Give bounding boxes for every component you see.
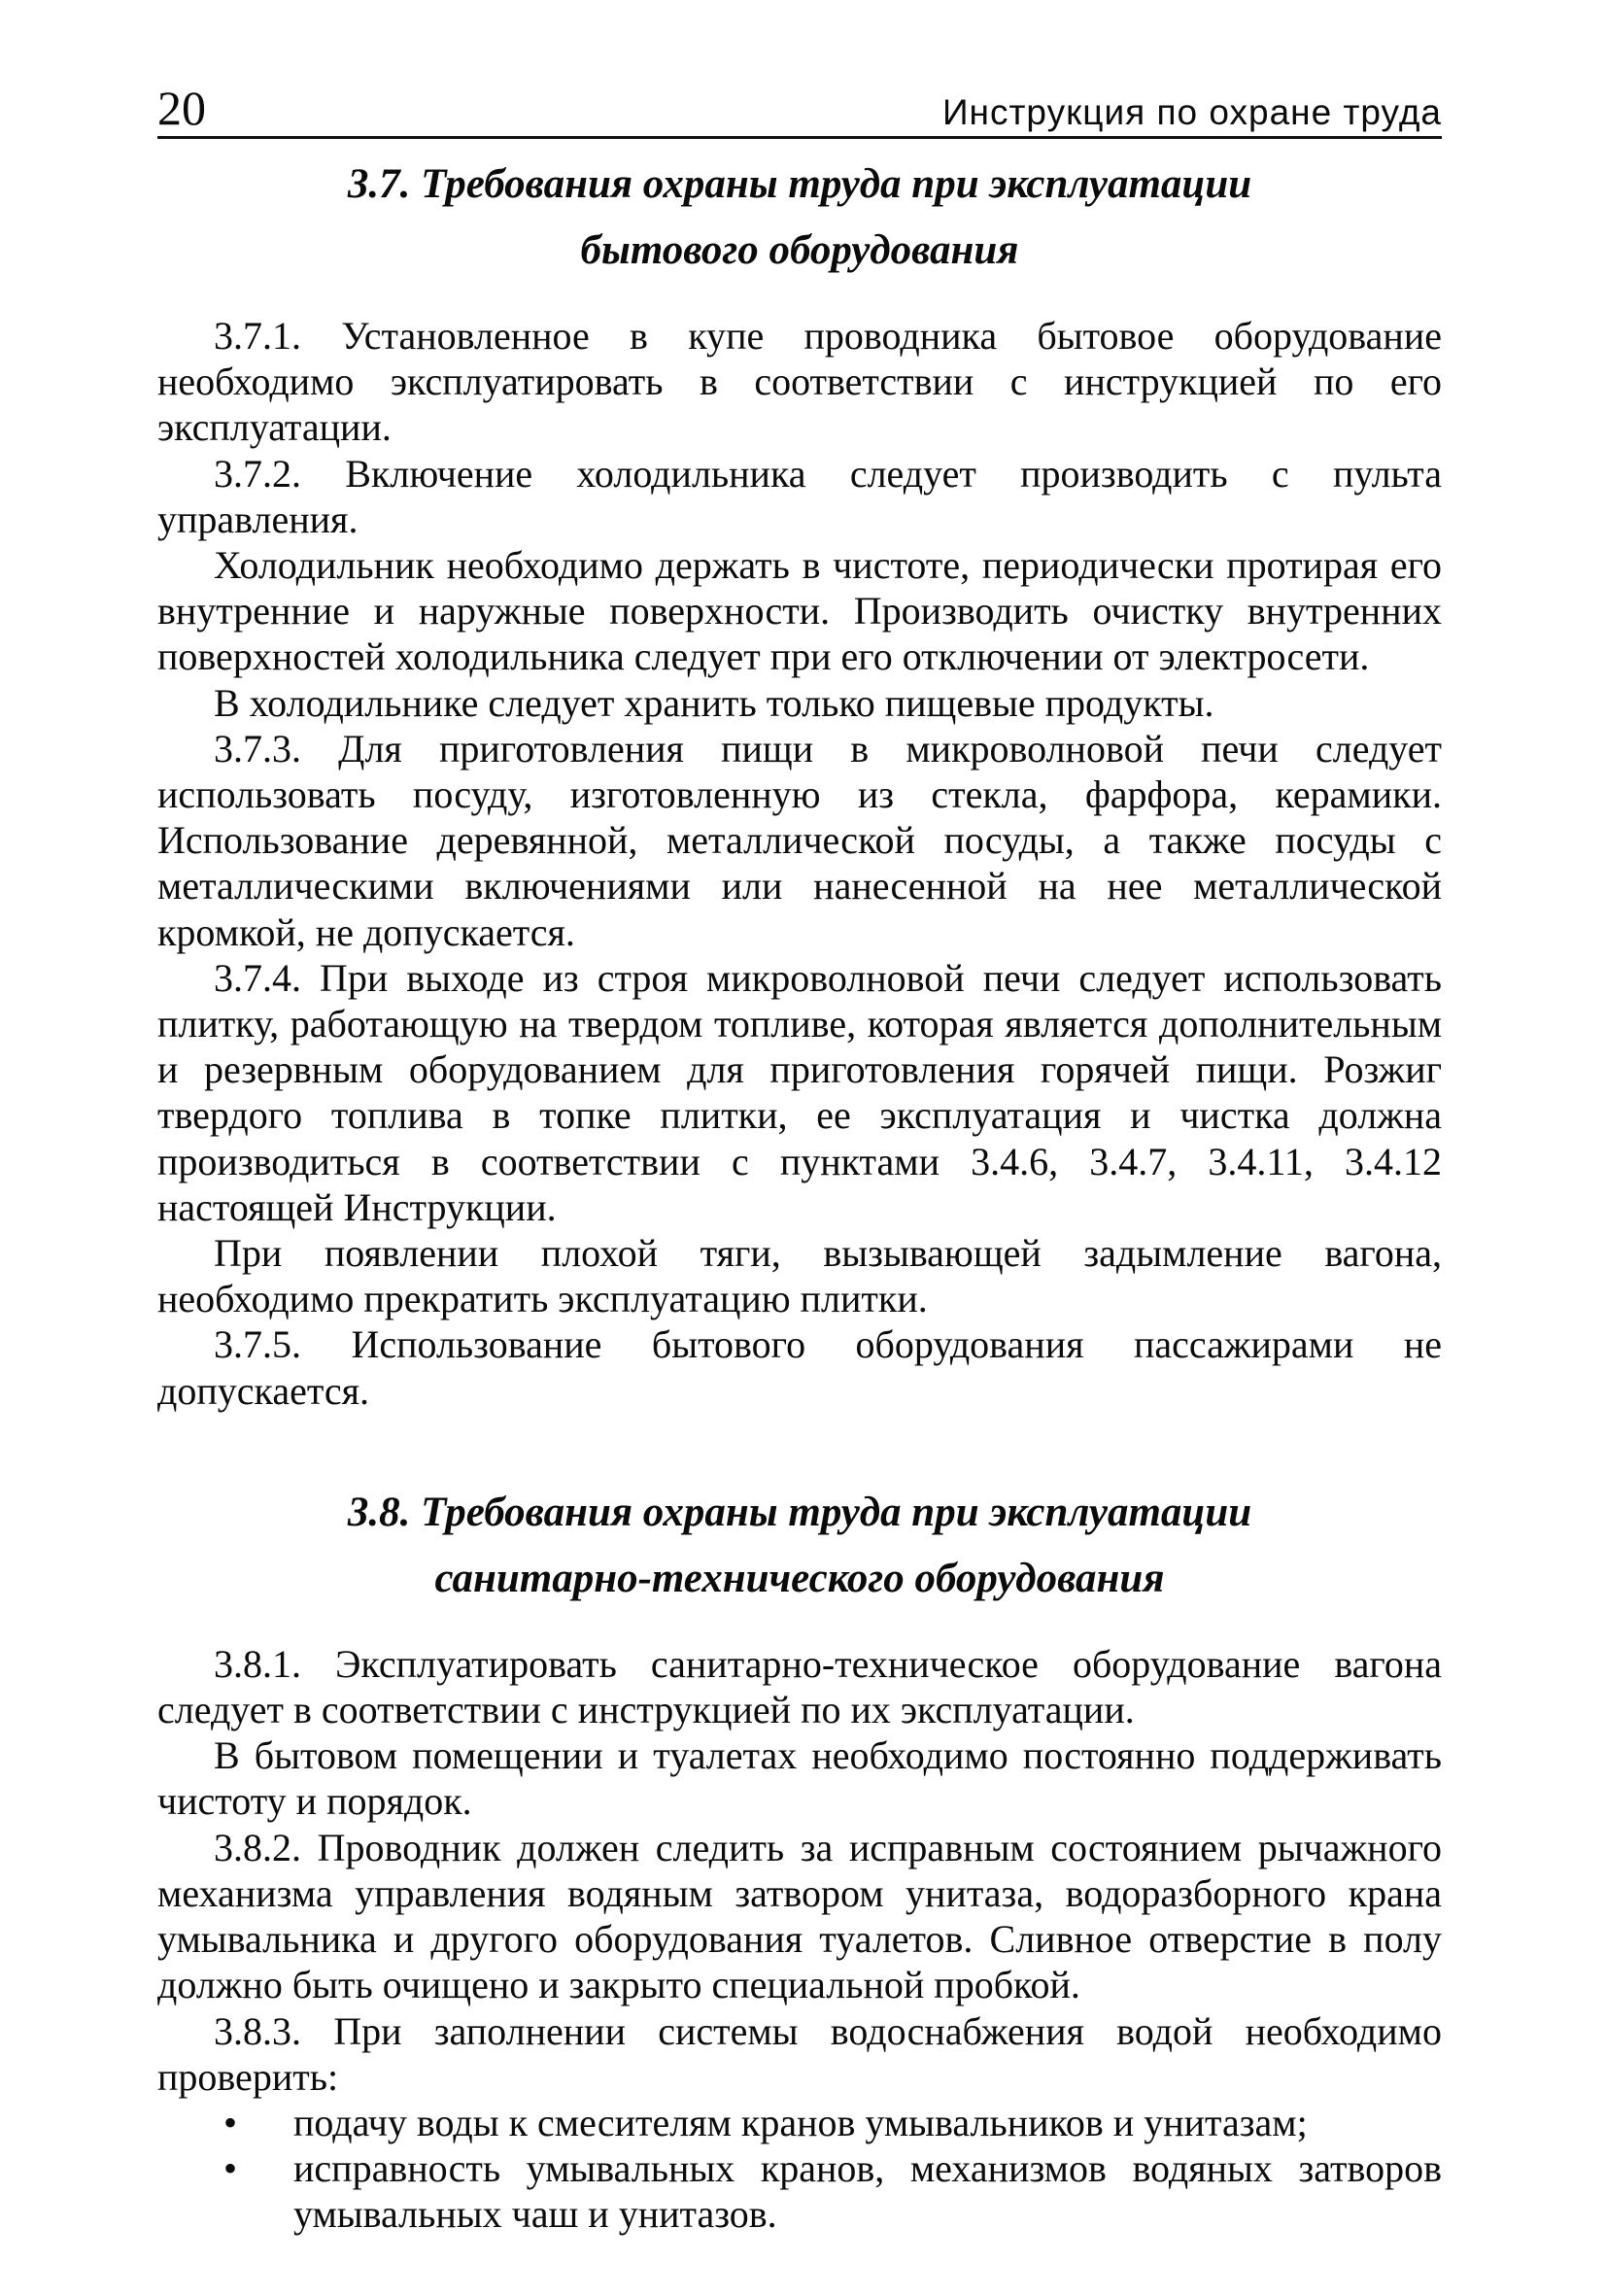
section-heading-line: 3.8. Требования охраны труда при эксплуатации: [347, 1489, 1252, 1535]
paragraph-3-7-4: 3.7.4. При выходе из строя микроволновой печи следует использовать плитку, работающую на твердом топливе, которая является дополнительным и резервным оборудованием для приготовления горячей пищи. Розжиг твердого топлива в топке плитки, ее эксплуатация и чистка должна производиться в соответствии с пунктами 3.4.6, 3.4.7, 3.4.11, 3.4.12 настоящей Инструкции.: [157, 955, 1442, 1229]
section-heading-3-7: [157, 152, 1442, 284]
paragraph: В бытовом помещении и туалетах необходимо постоянно поддерживать чистоту и порядок.: [157, 1733, 1442, 1824]
paragraph: При появлении плохой тяги, вызывающей задымление вагона, необходимо прекратить эксплуатацию плитки.: [157, 1231, 1442, 1321]
running-title: Инструкция по охране труда: [941, 92, 1442, 132]
paragraph-3-8-3: 3.8.3. При заполнении системы водоснабжения водой необходимо проверить:: [157, 2008, 1442, 2099]
bullet-list: [157, 2100, 1442, 2238]
paragraph-3-8-1: 3.8.1. Эксплуатировать санитарно-техническое оборудование вагона следует в соответствии с инструкцией по их эксплуатации.: [157, 1641, 1442, 1732]
bullet-icon: •: [223, 2100, 238, 2144]
section-heading-line: 3.7. Требования охраны труда при эксплуатации: [347, 161, 1252, 207]
page-number: 20: [157, 81, 206, 135]
list-item-text: подачу воды к смесителям кранов умывальников и унитазам;: [293, 2100, 1308, 2144]
paragraph-3-7-2: 3.7.2. Включение холодильника следует производить с пульта управления.: [157, 451, 1442, 541]
section-heading-line: санитарно-технического оборудования: [434, 1555, 1165, 1601]
list-item: [157, 2100, 1442, 2145]
bullet-icon: •: [223, 2146, 238, 2191]
list-item: [157, 2145, 1442, 2237]
list-item-text: исправность умывальных кранов, механизмов водяных затворов умывальных чаш и унитазов.: [293, 2146, 1442, 2237]
paragraph-3-7-3: 3.7.3. Для приготовления пищи в микроволновой печи следует использовать посуду, изготовленную из стекла, фарфора, керамики. Использование деревянной, металлической посуды, а также посуды с металлическими включениями или нанесенной на нее металлической кромкой, не допускается.: [157, 726, 1442, 954]
paragraph-3-8-2: 3.8.2. Проводник должен следить за исправным состоянием рычажного механизма управления водяным затвором унитаза, водоразборного крана умывальника и другого оборудования туалетов. Сливное отверстие в полу должно быть очищено и закрыто специальной пробкой.: [157, 1825, 1442, 2007]
page-body: [157, 146, 1442, 2238]
paragraph: В холодильнике следует хранить только пищевые продукты.: [214, 680, 1214, 725]
section-heading-3-8: [157, 1480, 1442, 1612]
page-header: [157, 70, 1442, 139]
paragraph-3-7-5: 3.7.5. Использование бытового оборудования пассажирами не допускается.: [157, 1322, 1442, 1413]
section-heading-line: бытового оборудования: [580, 227, 1019, 273]
paragraph-3-7-1: 3.7.1. Установленное в купе проводника бытовое оборудование необходимо эксплуатировать в соответствии с инструкцией по его эксплуатации.: [157, 314, 1442, 450]
paragraph: Холодильник необходимо держать в чистоте, периодически протирая его внутренние и наружные поверхности. Производить очистку внутренних поверхностей холодильника следует при его отключении от электросети.: [157, 543, 1442, 679]
